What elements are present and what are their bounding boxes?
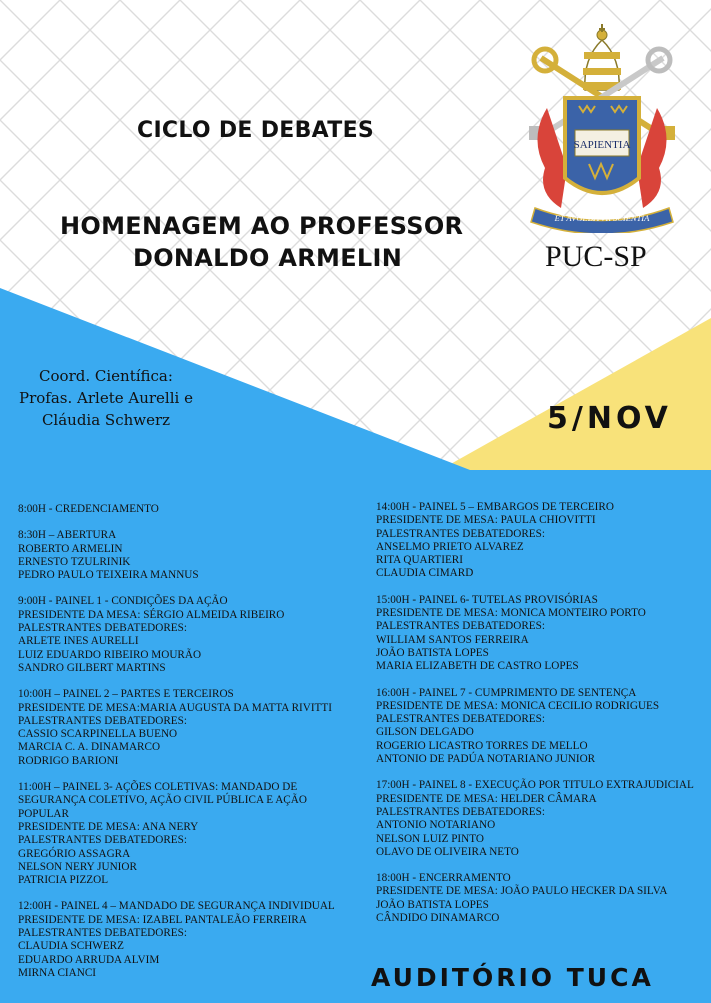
session-line: RITA QUARTIERI	[376, 554, 463, 567]
schedule-block	[376, 501, 711, 581]
session-line: ARLETE INES AURELLI	[18, 635, 139, 648]
session-line: PALESTRANTES DEBATEDORES:	[376, 527, 545, 540]
schedule-right-column	[376, 501, 711, 938]
session-line: PALESTRANTES DEBATEDORES:	[376, 805, 545, 818]
venue: AUDITÓRIO TUCA	[371, 963, 654, 992]
schedule-left-column	[18, 503, 358, 993]
shield-icon	[565, 98, 639, 193]
session-line: MARIA ELIZABETH DE CASTRO LOPES	[376, 660, 579, 673]
session-line: ANSELMO PRIETO ALVAREZ	[376, 540, 524, 553]
session-line: PRESIDENTE DE MESA: JOÃO PAULO HECKER DA SILVA	[376, 885, 668, 898]
session-line: RODRIGO BARIONI	[18, 754, 119, 767]
coordination-line-1: Coord. Científica:	[39, 367, 173, 385]
session-line: EDUARDO ARRUDA ALVIM	[18, 953, 160, 966]
schedule-block	[18, 900, 358, 980]
session-line: ERNESTO TZULRINIK	[18, 555, 131, 568]
session-line: SANDRO GILBERT MARTINS	[18, 661, 166, 674]
session-line: PRESIDENTE DE MESA: PAULA CHIOVITTI	[376, 514, 596, 527]
puc-crest-icon	[527, 18, 677, 233]
coordination-line-2: Profas. Arlete Aurelli e	[19, 389, 193, 407]
session-line: WILLIAM SANTOS FERREIRA	[376, 633, 529, 646]
session-line: PALESTRANTES DEBATEDORES:	[376, 620, 545, 633]
session-heading: 14:00H - PAINEL 5 – EMBARGOS DE TERCEIRO	[376, 501, 614, 513]
yellow-triangle	[440, 318, 711, 470]
session-line: JOÃO BATISTA LOPES	[376, 898, 489, 911]
session-line: GILSON DELGADO	[376, 726, 474, 739]
schedule-block	[18, 595, 358, 675]
session-heading: 8:30H – ABERTURA	[18, 529, 117, 542]
session-line: JOÃO BATISTA LOPES	[376, 646, 489, 659]
session-heading: 16:00H - PAINEL 7 - CUMPRIMENTO DE SENTENÇA	[376, 686, 637, 699]
session-line: PALESTRANTES DEBATEDORES:	[18, 834, 187, 847]
session-line: PRESIDENTE DE MESA: MONICA MONTEIRO PORTO	[376, 607, 646, 620]
session-line: LUIZ EDUARDO RIBEIRO MOURÃO	[18, 648, 202, 661]
puc-sp-label: PUC-SP	[545, 240, 647, 273]
event-title: CICLO DE DEBATES	[137, 118, 375, 143]
session-line: PRESIDENTE DE MESA: IZABEL PANTALEÃO FERREIRA	[18, 913, 307, 926]
session-heading: 15:00H - PAINEL 6- TUTELAS PROVISÓRIAS	[376, 593, 598, 606]
honor-title	[60, 210, 463, 274]
session-line: NELSON LUIZ PINTO	[376, 832, 484, 845]
session-line: MARCIA C. A. DINAMARCO	[18, 741, 161, 754]
event-date: 5/NOV	[547, 401, 672, 436]
session-line: NELSON NERY JUNIOR	[18, 860, 137, 873]
motto-ribbon	[531, 208, 673, 233]
session-line: PALESTRANTES DEBATEDORES:	[376, 713, 545, 726]
crest-motto-bottom: ET AVGEBITVR SCIENTIA	[554, 213, 650, 223]
session-line: PALESTRANTES DEBATEDORES:	[18, 714, 187, 727]
session-line: PRESIDENTE DE MESA: ANA NERY	[18, 820, 199, 833]
schedule-block	[18, 688, 358, 768]
session-heading: 10:00H – PAINEL 2 – PARTES E TERCEIROS	[18, 688, 234, 701]
tiara-icon	[583, 24, 621, 90]
session-line: GREGÓRIO ASSAGRA	[18, 847, 131, 860]
schedule-block	[376, 872, 711, 925]
honor-title-line-1: HOMENAGEM AO PROFESSOR	[60, 212, 464, 240]
scientific-coordination	[18, 365, 194, 431]
session-heading: 9:00H - PAINEL 1 - CONDIÇÕES DA AÇÃO	[18, 595, 228, 608]
session-line: CLAUDIA CIMARD	[376, 567, 474, 580]
session-heading: 11:00H – PAINEL 3- AÇÕES COLETIVAS: MANDADO DE SEGURANÇA COLETIVO, AÇÃO CIVIL PÚBLICA E AÇÃO POPULAR	[18, 781, 307, 820]
session-line: CLAUDIA SCHWERZ	[18, 940, 124, 953]
schedule-block	[376, 594, 711, 674]
session-heading: 8:00H - CREDENCIAMENTO	[18, 503, 159, 515]
session-line: PALESTRANTES DEBATEDORES:	[18, 927, 187, 940]
coordination-line-3: Cláudia Schwerz	[41, 411, 171, 429]
schedule-block	[18, 529, 358, 582]
schedule-block	[18, 781, 358, 887]
schedule-block	[376, 687, 711, 767]
session-line: CASSIO SCARPINELLA BUENO	[18, 728, 178, 741]
session-line: PRESIDENTE DA MESA: SÉRGIO ALMEIDA RIBEIRO	[18, 608, 285, 621]
session-line: PALESTRANTES DEBATEDORES:	[18, 622, 187, 635]
session-line: PRESIDENTE DE MESA:MARIA AUGUSTA DA MATTA RIVITTI	[18, 701, 332, 714]
session-heading: 17:00H - PAINEL 8 - EXECUÇÃO POR TITULO EXTRAJUDICIAL	[376, 779, 694, 792]
schedule-block	[18, 503, 358, 516]
session-line: PRESIDENTE DE MESA: HELDER CÂMARA	[376, 792, 597, 805]
session-line: PEDRO PAULO TEIXEIRA MANNUS	[18, 569, 199, 582]
session-line: MIRNA CIANCI	[18, 966, 97, 979]
session-line: ANTONIO DE PADÚA NOTARIANO JUNIOR	[376, 753, 596, 766]
session-line: OLAVO DE OLIVEIRA NETO	[376, 845, 519, 858]
session-line: CÂNDIDO DINAMARCO	[376, 912, 500, 925]
session-line: PRESIDENTE DE MESA: MONICA CECILIO RODRIGUES	[376, 699, 660, 712]
session-line: ROGERIO LICASTRO TORRES DE MELLO	[376, 739, 588, 752]
session-line: ANTONIO NOTARIANO	[376, 819, 496, 832]
session-heading: 18:00H - ENCERRAMENTO	[376, 872, 511, 885]
session-line: PATRICIA PIZZOL	[18, 874, 109, 887]
schedule-block	[376, 779, 711, 859]
honor-title-line-2: DONALDO ARMELIN	[133, 244, 403, 272]
crest-motto-top: SAPIENTIA	[573, 139, 631, 151]
session-line: ROBERTO ARMELIN	[18, 542, 123, 555]
session-heading: 12:00H - PAINEL 4 – MANDADO DE SEGURANÇA INDIVIDUAL	[18, 900, 335, 913]
